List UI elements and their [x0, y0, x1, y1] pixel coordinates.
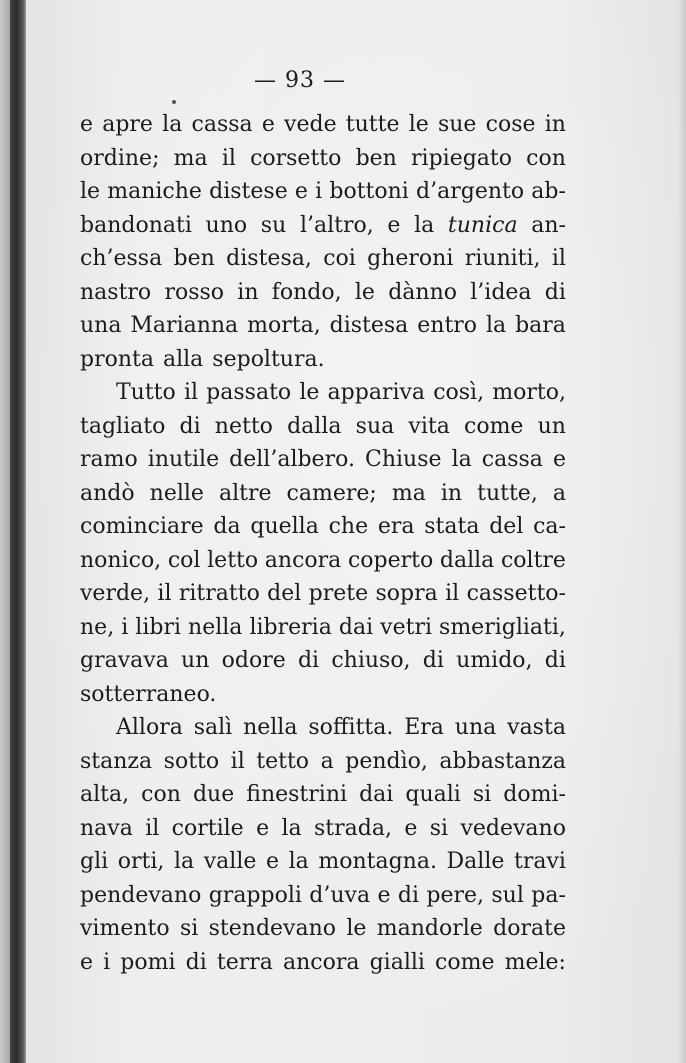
word: la [162, 112, 183, 137]
word: le [408, 112, 429, 137]
word: vita [408, 413, 450, 439]
word: i [103, 949, 111, 975]
page-number: — 93 — [254, 68, 346, 93]
word: le [80, 179, 101, 204]
word: di [544, 648, 566, 673]
word: bandonati [80, 212, 192, 238]
word: altre [218, 480, 272, 506]
word: dalla [439, 547, 495, 573]
word: quali [405, 782, 461, 807]
word: ma [173, 145, 208, 171]
word: alta, [80, 782, 130, 807]
word: salì [193, 715, 233, 740]
word: bottoni [329, 179, 409, 204]
word: di [185, 949, 207, 975]
word: ordine; [80, 145, 160, 171]
word: ch’essa [80, 246, 163, 271]
word: ca- [533, 514, 566, 539]
word: Allora [116, 715, 183, 740]
word: e [387, 212, 401, 238]
word: gheroni [367, 246, 454, 271]
word: stendevano [208, 916, 337, 941]
word: a [552, 480, 566, 506]
word: nelle [149, 480, 204, 506]
word: fondo, [271, 279, 342, 305]
word: ben [173, 246, 215, 271]
word: che [328, 514, 369, 539]
page-edge-shadow [678, 0, 686, 1063]
word: odore [221, 648, 286, 673]
word: verde, [80, 581, 151, 606]
word: ancora [264, 547, 342, 573]
word: le [346, 916, 367, 941]
word: e [80, 949, 94, 975]
word: coperto [347, 547, 434, 573]
text-line [80, 678, 566, 712]
text-line [80, 778, 566, 812]
word: di [544, 279, 566, 305]
word: il [230, 748, 245, 774]
word: travi [513, 849, 566, 874]
word: su [260, 212, 287, 238]
word: Tutto [116, 380, 176, 405]
word: riuniti, [464, 246, 541, 271]
word: pronta [80, 346, 154, 372]
word: tetto [256, 748, 310, 774]
word: maniche [107, 179, 202, 204]
text-line [80, 343, 566, 377]
paragraph [80, 108, 566, 376]
body-text [80, 108, 566, 979]
word: e [377, 882, 391, 908]
word: montagna. [318, 849, 437, 874]
word: e [404, 815, 418, 841]
word: sotterraneo. [80, 681, 217, 707]
text-line [80, 912, 566, 946]
word: e [294, 179, 308, 204]
word: apre [102, 112, 153, 137]
word: due [192, 782, 235, 807]
word: camere; [286, 480, 377, 506]
text-line [80, 175, 566, 209]
word: l’altro, [299, 212, 374, 238]
word: inutile [147, 447, 220, 472]
word: ab- [531, 179, 566, 204]
word: abbastanza [439, 748, 566, 774]
text-line [80, 845, 566, 879]
word: corsetto [250, 145, 342, 171]
word: si [472, 782, 492, 807]
text-line [80, 644, 566, 678]
word: da [213, 514, 241, 539]
word: in [440, 480, 463, 506]
word: nastro [80, 279, 152, 305]
word: gli [80, 849, 109, 874]
word: coi [323, 246, 356, 271]
word: nella [243, 715, 298, 740]
text-line [80, 108, 566, 142]
text-line [80, 577, 566, 611]
word: cortile [171, 815, 244, 841]
ink-speck [172, 100, 176, 104]
word: mele: [504, 949, 566, 975]
word: ancora [283, 949, 360, 975]
word: tutte [345, 112, 400, 137]
word: un [537, 413, 566, 439]
word: così, [433, 380, 485, 405]
word: dorate [493, 916, 566, 941]
word: dalla [287, 413, 342, 439]
word: ma [391, 480, 426, 506]
word: di [397, 882, 419, 908]
word: soffitta. [308, 715, 394, 740]
word: grappoli [208, 882, 302, 908]
paragraph [80, 376, 566, 711]
word: libreria [249, 614, 332, 640]
word: alla [162, 346, 204, 372]
word: sopra [375, 581, 438, 606]
word: orti, [117, 849, 165, 874]
word: l’idea [470, 279, 532, 305]
text-line [80, 711, 566, 745]
word: tagliato [80, 413, 166, 439]
word: libri [135, 614, 182, 640]
word: del [489, 514, 524, 539]
word: pere, [426, 882, 485, 908]
word: si [429, 815, 449, 841]
word: ne, [80, 614, 115, 640]
text-line [80, 242, 566, 276]
word: e [261, 112, 275, 137]
word: il [145, 815, 160, 841]
word: distesa, [226, 246, 312, 271]
word: con [141, 782, 181, 807]
word: distese [209, 179, 288, 204]
word: umido, [456, 648, 533, 673]
word: come [464, 413, 524, 439]
word: coltre [500, 547, 566, 573]
word: il [445, 581, 460, 606]
word: vede [284, 112, 337, 137]
word: vetri [380, 614, 432, 640]
book-binding [10, 0, 26, 1063]
text-line [80, 544, 566, 578]
word: prete [308, 581, 369, 606]
word: vedevano [460, 815, 566, 841]
word: chiuso, [331, 648, 411, 673]
word: appariva [327, 380, 426, 405]
word: Chiuse [365, 447, 442, 472]
text-line [80, 477, 566, 511]
word: sua [355, 413, 395, 439]
word: la [288, 849, 309, 874]
word: il [221, 145, 236, 171]
word: stata [424, 514, 480, 539]
word: un [181, 648, 210, 673]
word: la [173, 849, 195, 874]
text-line [80, 276, 566, 310]
word: vasta [507, 715, 566, 740]
word: del [267, 581, 302, 606]
word: e [552, 447, 566, 472]
word: cassa [481, 447, 543, 472]
word: terra [216, 949, 273, 975]
word: mandorle [376, 916, 483, 941]
word: il [183, 380, 199, 405]
word: in [544, 112, 566, 137]
word: stanza [80, 748, 153, 774]
word: la [485, 313, 507, 338]
binding-edge [0, 0, 10, 1063]
word: ripiegato [411, 145, 512, 171]
word: la [451, 447, 472, 472]
word: con [526, 145, 566, 171]
text-line [80, 946, 566, 980]
word: letto [207, 547, 259, 573]
word: e [80, 112, 94, 137]
word: e [256, 815, 270, 841]
word: distesa [329, 313, 409, 338]
text-line [80, 376, 566, 410]
word: d’uva [309, 882, 371, 908]
word: sepoltura. [212, 346, 325, 372]
word: di [297, 648, 320, 673]
word: vimento [80, 916, 170, 941]
word: nava [80, 815, 133, 841]
text-line [80, 309, 566, 343]
text-line [80, 879, 566, 913]
word: dànno [388, 279, 457, 305]
text-line [80, 745, 566, 779]
word: pomi [120, 949, 176, 975]
word: una [80, 313, 122, 338]
word: la [281, 815, 302, 841]
word: si [179, 916, 199, 941]
word: cominciare [80, 514, 204, 539]
word: pendìo, [345, 748, 428, 774]
word: valle [203, 849, 257, 874]
word: netto [214, 413, 273, 439]
word: ben [355, 145, 397, 171]
word: le [299, 380, 320, 405]
word: una [454, 715, 497, 740]
word: pendevano [80, 882, 202, 908]
text-line [80, 209, 566, 243]
word: nella [188, 614, 243, 640]
word: dai [338, 614, 374, 640]
word: d’argento [416, 179, 525, 204]
word: sotto [163, 748, 220, 774]
word: nonico, [80, 547, 162, 573]
word: entro [417, 313, 478, 338]
text-line [80, 611, 566, 645]
word: a [320, 748, 334, 774]
word: col [167, 547, 201, 573]
word: cassetto- [466, 581, 566, 606]
word: come [435, 949, 495, 975]
word: tutte, [477, 480, 538, 506]
word: sul [491, 882, 524, 908]
text-line [80, 410, 566, 444]
word: il [157, 581, 172, 606]
word: strada, [314, 815, 392, 841]
word: i [315, 179, 323, 204]
word: e [265, 849, 279, 874]
word: rosso [164, 279, 225, 305]
word: andò [80, 480, 135, 506]
word: il [551, 246, 566, 271]
word: uno [205, 212, 248, 238]
word: gravava [80, 648, 169, 673]
word: pa- [531, 882, 566, 908]
word: gialli [369, 949, 425, 975]
word: domi- [503, 782, 566, 807]
word: in [237, 279, 259, 305]
text-line [80, 443, 566, 477]
word: Era [404, 715, 444, 740]
word: dell’albero. [229, 447, 355, 472]
word: ritratto [178, 581, 260, 606]
word: dai [359, 782, 394, 807]
word: an- [531, 212, 566, 238]
paragraph [80, 711, 566, 979]
word: quella [250, 514, 319, 539]
text-line [80, 510, 566, 544]
word: di [422, 648, 444, 673]
word: tunica [447, 212, 518, 238]
word: bara [515, 313, 566, 338]
word: sue [437, 112, 477, 137]
word: la [414, 212, 435, 238]
word: era [377, 514, 415, 539]
word: cassa [191, 112, 253, 137]
word: morto, [492, 380, 566, 405]
word: Dalle [446, 849, 505, 874]
word: i [121, 614, 129, 640]
word: ramo [80, 447, 138, 472]
word: finestrini [246, 782, 348, 807]
text-line [80, 812, 566, 846]
word: smerigliati, [439, 614, 566, 640]
word: passato [206, 380, 292, 405]
text-line [80, 142, 566, 176]
word: le [354, 279, 375, 305]
word: di [179, 413, 201, 439]
word: cose [485, 112, 536, 137]
word: Marianna [130, 313, 239, 338]
word: morta, [247, 313, 321, 338]
